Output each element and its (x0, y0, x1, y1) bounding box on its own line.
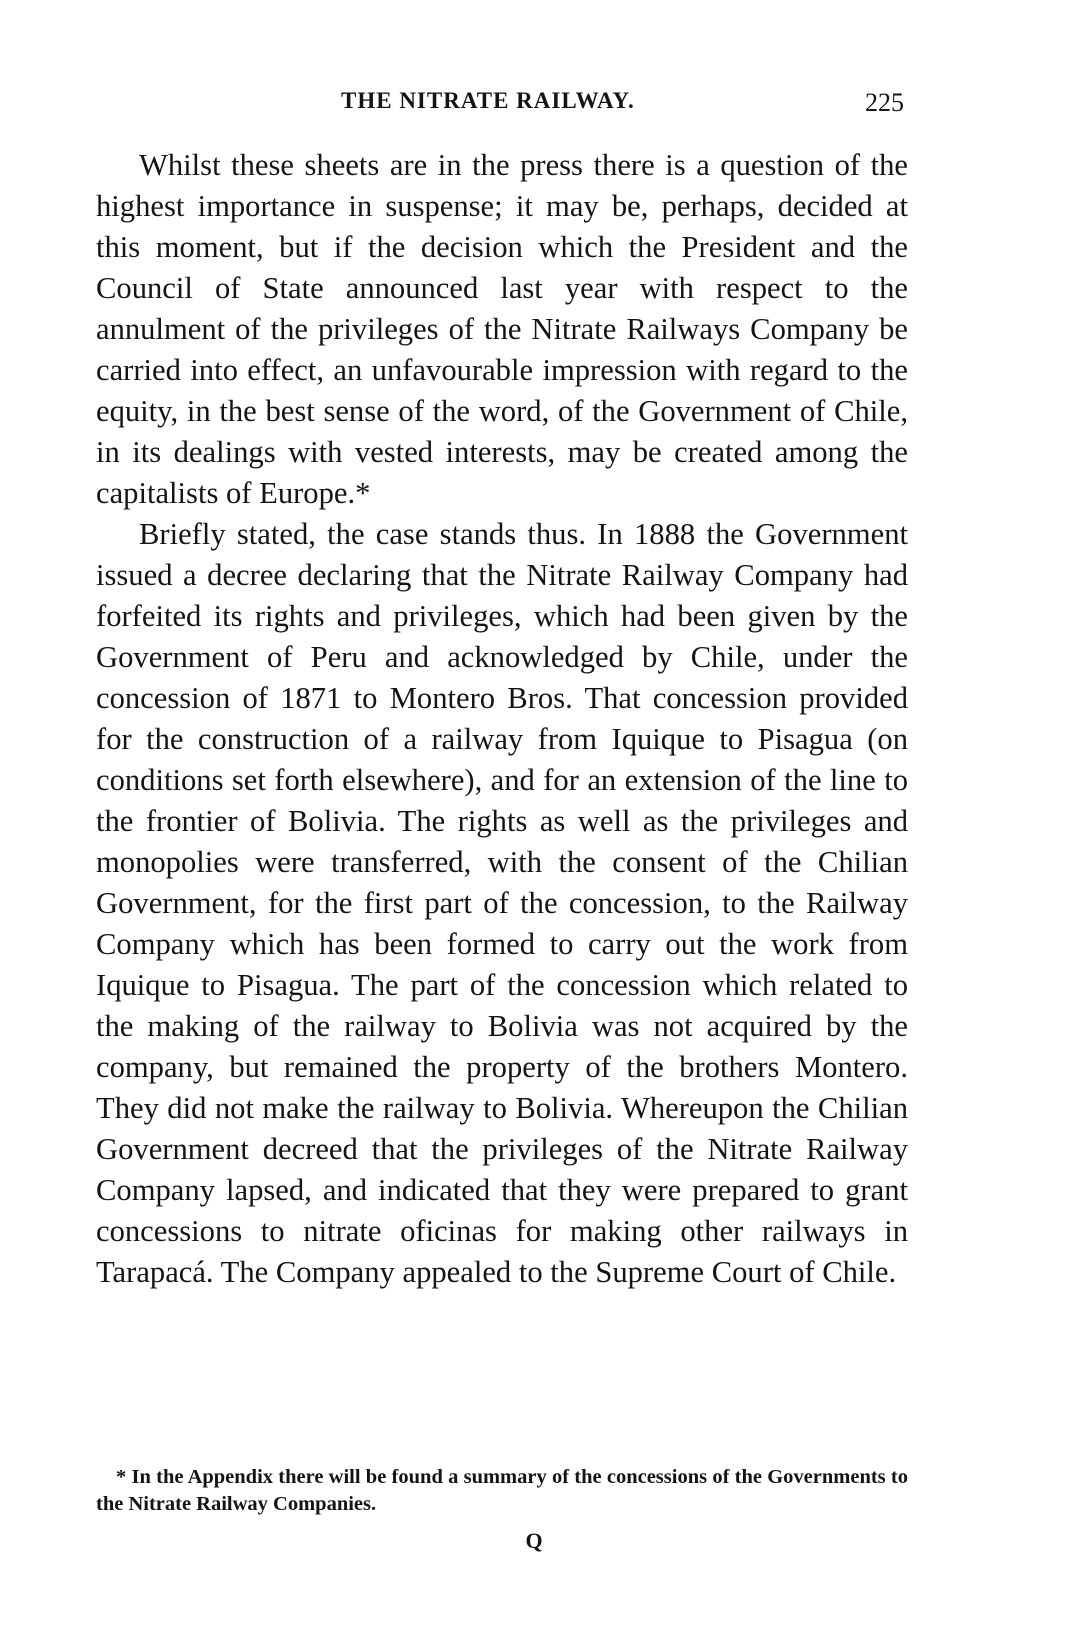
paragraph-1: Whilst these sheets are in the press there is a question of the highest importance in suspense; it may be, perhaps, decided at this moment, but if the decision which the President and the Council of State announced last year with respect to the annulment of the privileges of the Nitrate Railways Company be carried into effect, an unfavourable impression with regard to the equity, in the best sense of the word, of the Government of Chile, in its dealings with vested interests, may be created among the capitalists of Europe.* (96, 148, 908, 510)
body-text (96, 145, 908, 1293)
signature-mark: Q (525, 1528, 543, 1553)
running-head (96, 88, 904, 122)
page-number: 225 (865, 88, 904, 117)
running-title: THE NITRATE RAILWAY. (341, 88, 635, 113)
paragraph-2: Briefly stated, the case stands thus. In 1888 the Government issued a decree declaring that the Nitrate Railway Company had forfeited its rights and privileges, which had been given by the Government of Peru and acknowledged by Chile, under the concession of 1871 to Montero Bros. That concession provided for the construction of a railway from Iquique to Pisagua (on conditions set forth elsewhere), and for an extension of the line to the frontier of Bolivia. The rights as well as the privileges and monopolies were transferred, with the consent of the Chilian Government, for the first part of the concession, to the Railway Company which has been formed to carry out the work from Iquique to Pisagua. The part of the concession which related to the making of the railway to Bolivia was not acquired by the company, but remained the property of the brothers Montero. They did not make the railway to Bolivia. Whereupon the Chilian Government decreed that the privileges of the Nitrate Railway Company lapsed, and indicated that they were prepared to grant concessions to nitrate oficinas for making other railways in Tarapacá. The Company appealed to the Supreme Court of Chile. (96, 517, 908, 1289)
footnote: * In the Appendix there will be found a summary of the concessions of the Governments to the Nitrate Railway Companies. (96, 1466, 908, 1515)
